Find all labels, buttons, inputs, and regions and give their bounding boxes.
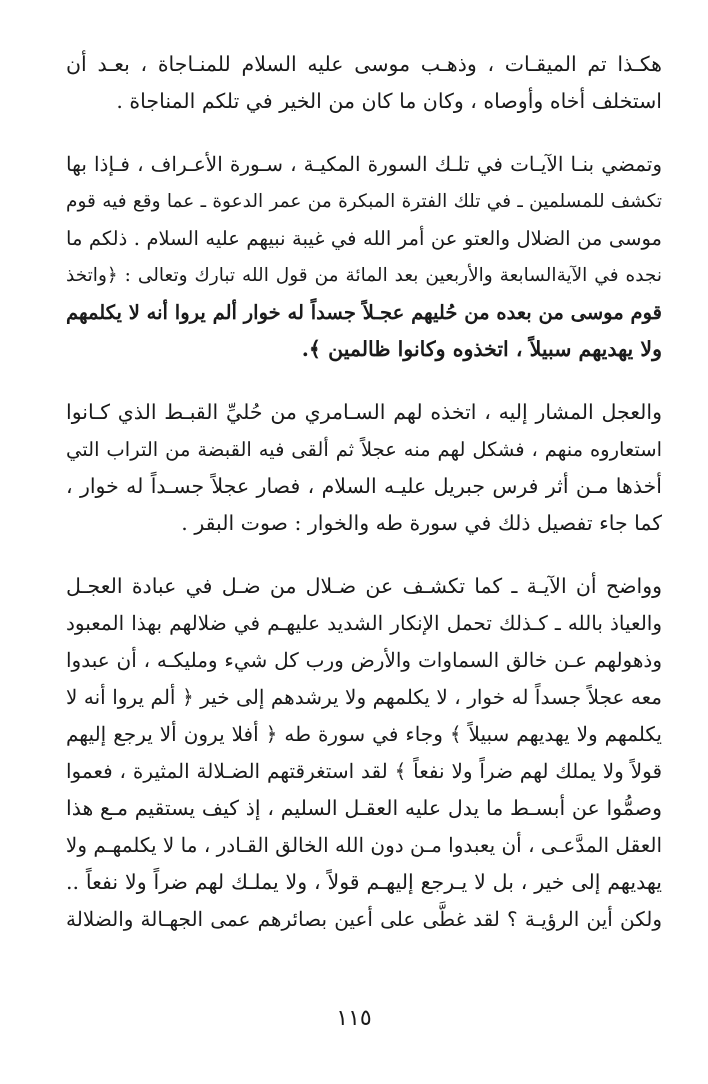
paragraph-spacer (66, 120, 662, 146)
text-line: استخلف أخاه وأوصاه ، وكان ما كان من الخير في تلكم المناجاة . (116, 89, 662, 113)
text-line: هكـذا تم الميقـات ، وذهـب موسى عليه السلام للمنـاجاة ، بعـد أن (66, 52, 662, 76)
paragraph-spacer (66, 368, 662, 394)
text-line: وتمضي بنـا الآيـات في تلـك السورة المكيـة ، سـورة الأعـراف ، فـإذا بها (66, 152, 662, 176)
text-line: ولا يهديهم سبيلاً ، اتخذوه وكانوا ظالمين ﴾. (301, 337, 662, 361)
text-line: كما جاء تفصيل ذلك في سورة طه والخوار : صوت البقر . (181, 511, 662, 535)
paragraph (66, 146, 662, 368)
text-line: استعاروه منهم ، فشكل لهم منه عجلاً ثم ألقى فيه القبضة من التراب التي (66, 438, 662, 461)
paragraph (66, 394, 662, 542)
text-line: العقل المدَّعـى ، أن يعبدوا مـن دون الله الخالق القـادر ، ما لا يكلمهـم ولا (66, 833, 662, 857)
text-line: قولاً ولا يملك لهم ضراً ولا نفعاً ﴾ لقد استغرقتهم الضـلالة المثيرة ، فعموا (66, 759, 662, 783)
text-line: وصمُّوا عن أبسـط ما يدل عليه العقـل السليم ، إذ كيف يستقيم مـع هذا (66, 796, 662, 820)
paragraph (66, 568, 662, 938)
text-line: والعياذ بالله ـ كـذلك تحمل الإنكار الشديد عليهـم في ضلالهم بهذا المعبود (66, 611, 662, 635)
paragraph (66, 46, 662, 120)
text-line: موسى من الضلال والعتو عن أمر الله في غيبة نبيهم عليه السلام . ذلكم ما (66, 227, 662, 250)
text-line: تكشف للمسلمين ـ في تلك الفترة المبكرة من عمر الدعوة ـ عما وقع فيه قوم (66, 191, 662, 212)
paragraph-spacer (66, 542, 662, 568)
text-line: يكلمهم ولا يهديهم سبيلاً ﴾ وجاء في سورة طه ﴿ أفلا يرون ألا يرجع إليهم (66, 722, 662, 746)
text-line: أخذها مـن أثر فرس جبريل عليـه السلام ، فصار عجلاً جسـداً له خوار ، (66, 474, 662, 498)
page-body (66, 46, 662, 938)
text-line: والعجل المشار إليه ، اتخذه لهم السـامري من حُليِّ القبـط الذي كـانوا (66, 400, 662, 424)
text-line: وذهولهم عـن خالق السماوات والأرض ورب كل شيء ومليكـه ، أن عبدوا (66, 648, 662, 672)
text-line: يهديهم إلى خير ، بل لا يـرجع إليهـم قولاً ، ولا يملـك لهم ضراً ولا نفعاً .. (66, 870, 662, 894)
text-line: نجده في الآيةالسابعة والأربعين بعد المائة من قول الله تبارك وتعالى : ﴿واتخذ (66, 265, 662, 286)
page-number: ١١٥ (336, 1006, 372, 1031)
text-line: ولكن أين الرؤيـة ؟ لقد غطَّى على أعين بصائرهم عمى الجهـالة والضلالة (66, 907, 662, 931)
text-line: قوم موسى من بعده من حُليهم عجـلاً جسداً له خوار ألم يروا أنه لا يكلمهم (66, 301, 662, 324)
text-line: وواضح أن الآيـة ـ كما تكشـف عن ضـلال من ضـل في عبادة العجـل (66, 574, 662, 598)
text-line: معه عجلاً جسداً له خوار ، لا يكلمهم ولا يرشدهم إلى خير ﴿ ألم يروا أنه لا (66, 685, 662, 709)
